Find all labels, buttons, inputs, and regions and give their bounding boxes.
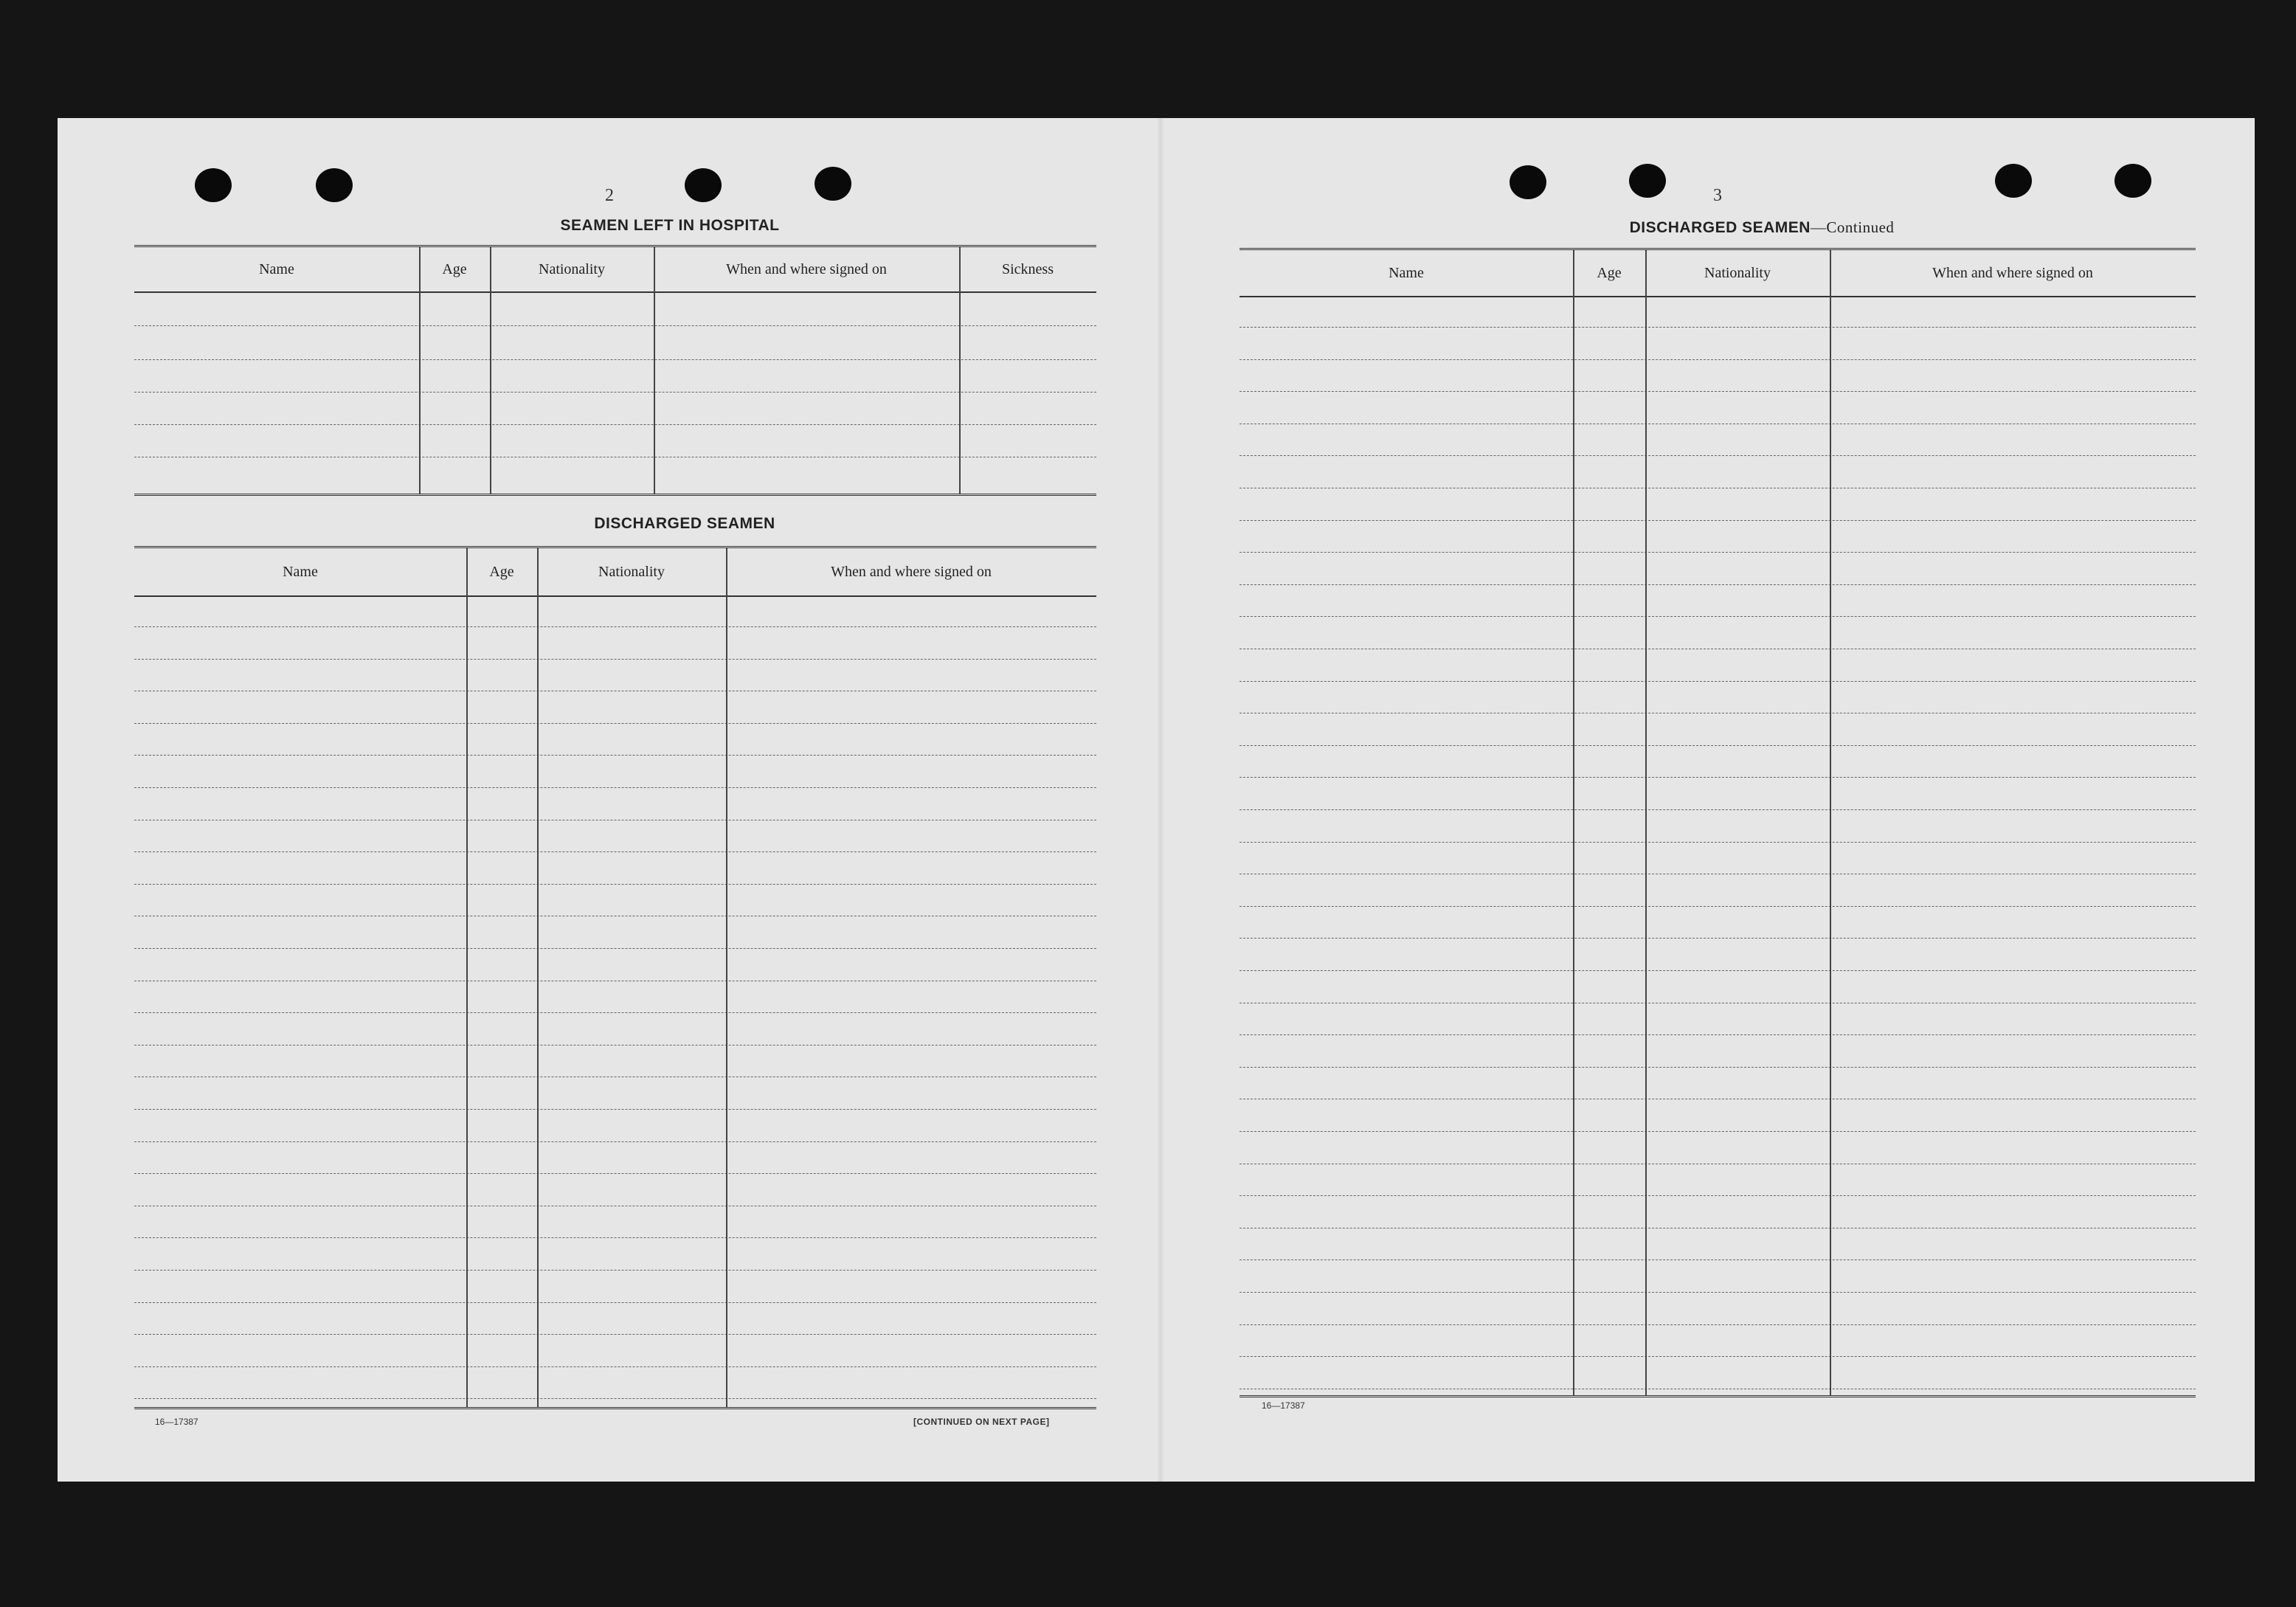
discharged-section-title-right [1371,218,2153,237]
table-row-rule [134,787,1096,788]
discharged-table-left [134,546,1096,1482]
column-header-age: Age [1597,264,1622,281]
table-row-rule [1239,777,2196,778]
table-row-rule [1239,842,2196,843]
discharged-table-right-header [1239,250,2196,297]
table-row-rule [1239,391,2196,392]
table-row-rule [134,1237,1096,1238]
page-fold [1157,118,1164,1482]
table-row-rule [134,659,1096,660]
table-row-rule [134,325,1096,326]
column-divider [490,247,491,494]
column-header-signed-on: When and where signed on [1932,264,2093,281]
table-row-rule [1239,1292,2196,1293]
table-row-rule [1239,359,2196,360]
continued-note: [CONTINUED ON NEXT PAGE] [913,1417,1050,1427]
hospital-table-header [134,247,1096,293]
table-row-rule [134,1302,1096,1303]
table-row-rule [134,1398,1096,1399]
table-row-rule [134,723,1096,724]
form-number-right: 16—17387 [1262,1400,1305,1411]
column-header-nationality: Nationality [598,563,665,580]
table-row-rule [1239,1195,2196,1196]
table-bottom-rule [134,1407,1096,1409]
table-row-rule [134,1141,1096,1142]
column-divider [1830,250,1831,1395]
table-row-rule [134,1109,1096,1110]
column-header-nationality: Nationality [539,260,605,277]
table-row-rule [134,884,1096,885]
punch-hole-icon [195,168,232,202]
table-row-rule [134,1366,1096,1367]
punch-hole-icon [1629,164,1666,198]
table-row-rule [1239,1131,2196,1132]
table-row-rule [1239,552,2196,553]
punch-hole-icon [815,167,851,201]
punch-hole-icon [1510,165,1546,199]
column-divider [959,247,961,494]
table-row-rule [1239,970,2196,971]
table-row-rule [1239,1067,2196,1068]
table-row-rule [1239,938,2196,939]
table-row-rule [1239,520,2196,521]
punch-hole-icon [316,168,353,202]
column-header-nationality: Nationality [1704,264,1771,281]
column-header-name: Name [259,260,294,277]
table-row-rule [134,948,1096,949]
column-divider [466,548,468,1407]
hospital-section-title: SEAMEN LEFT IN HOSPITAL [560,217,780,234]
table-row-rule [1239,745,2196,746]
table-row-rule [134,392,1096,393]
table-row-rule [134,851,1096,852]
table-row-rule [1239,681,2196,682]
table-row-rule [134,1076,1096,1077]
column-header-signed-on: When and where signed on [726,260,887,277]
table-row-rule [134,755,1096,756]
continued-suffix: —Continued [1810,218,1895,236]
discharged-section-title-left: DISCHARGED SEAMEN [594,515,775,532]
table-bottom-rule [134,494,1096,496]
column-divider [726,548,727,1407]
column-divider [419,247,421,494]
table-row-rule [1239,616,2196,617]
column-divider [537,548,539,1407]
punch-hole-icon [1995,164,2032,198]
punch-hole-icon [685,168,722,202]
table-row-rule [134,626,1096,627]
column-header-sickness: Sickness [1002,260,1054,277]
column-header-name: Name [283,563,318,580]
column-header-age: Age [489,563,514,580]
discharged-table-right [1239,248,2196,1401]
table-row-rule [1239,1324,2196,1325]
column-header-signed-on: When and where signed on [831,563,992,580]
document-sheet [58,118,2255,1482]
table-row-rule [1239,1034,2196,1035]
page-number-left: 2 [605,186,614,205]
column-divider [1573,250,1574,1395]
table-row-rule [1239,809,2196,810]
column-divider [1645,250,1647,1395]
table-row-rule [134,1173,1096,1174]
table-row-rule [1239,455,2196,456]
table-row-rule [1239,327,2196,328]
punch-hole-icon [2115,164,2151,198]
page-number-right: 3 [1713,186,1722,205]
table-row-rule [134,1012,1096,1013]
discharged-title-text: DISCHARGED SEAMEN [1629,219,1811,236]
table-row-rule [134,424,1096,425]
column-header-name: Name [1389,264,1424,281]
form-number-left: 16—17387 [155,1417,198,1427]
table-row-rule [134,359,1096,360]
column-divider [654,247,655,494]
table-bottom-rule [1239,1395,2196,1397]
table-row-rule [1239,906,2196,907]
table-row-rule [134,1045,1096,1046]
table-row-rule [1239,584,2196,585]
table-row-rule [1239,1259,2196,1260]
table-row-rule [134,1334,1096,1335]
column-header-age: Age [442,260,467,277]
discharged-table-left-header [134,548,1096,597]
table-row-rule [134,1270,1096,1271]
table-row-rule [1239,1356,2196,1357]
